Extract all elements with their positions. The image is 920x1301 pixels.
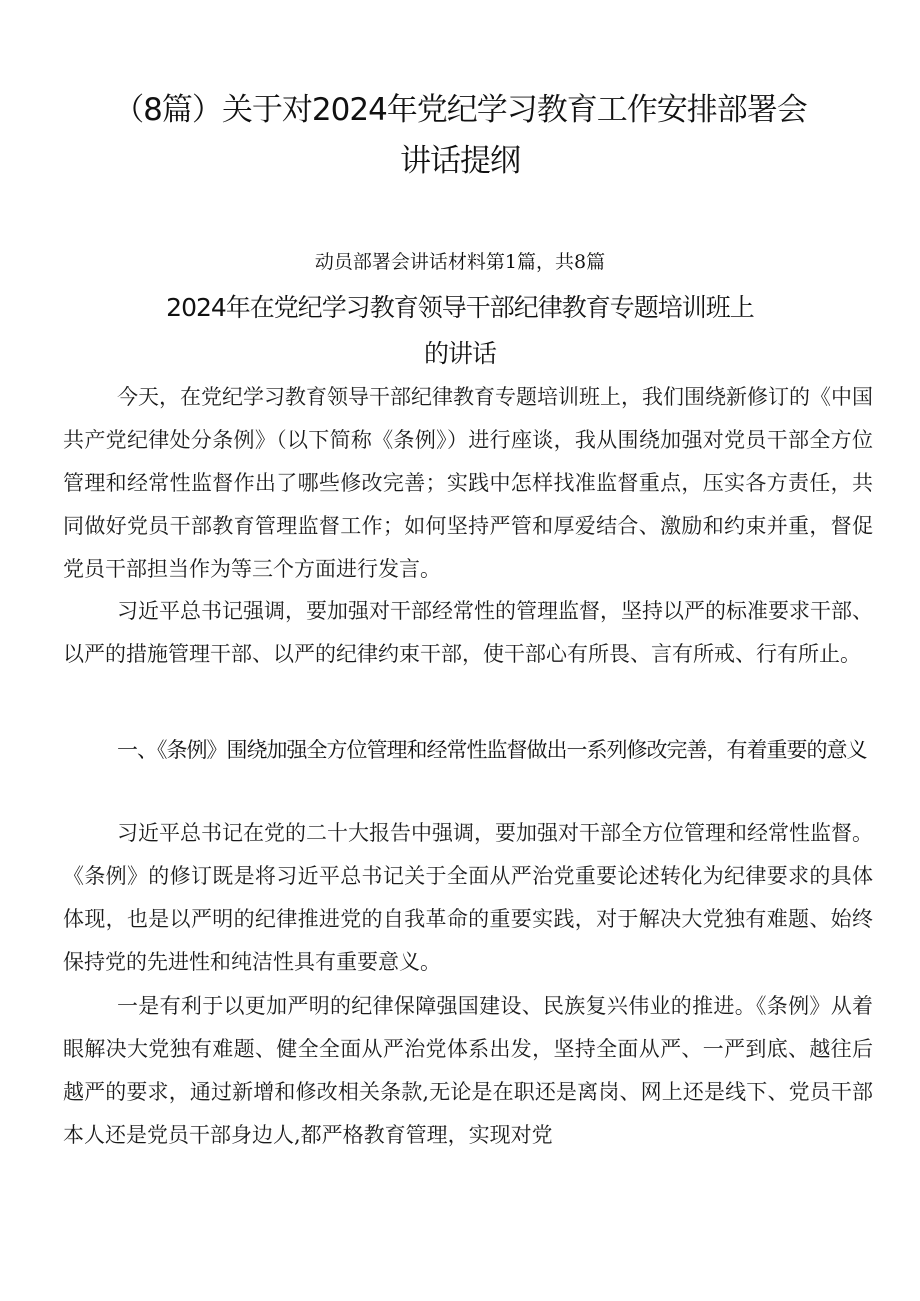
speech-heading-line-2: 的讲话 <box>423 339 496 368</box>
speech-heading-line-1: 2024年在党纪学习教育领导干部纪律教育专题培训班上 <box>166 293 754 322</box>
document-title-line-2: 讲话提纲 <box>400 143 520 179</box>
paragraph-section-1: 习近平总书记在党的二十大报告中强调，要加强对干部全方位管理和经常性监督。《条例》的修订既是将习近平总书记关于全面从严治党重要论述转化为纪律要求的具体体现，也是以严明的纪律推进党的自我革命的重要实践，对于解决大党独有难题、始终保持党的先进性和纯洁性具有重要意义。 <box>63 821 873 974</box>
paragraph-quote: 习近平总书记强调，要加强对干部经常性的管理监督，坚持以严的标准要求干部、以严的措施管理干部、以严的纪律约束干部，使干部心有所畏、言有所戒、行有所止。 <box>63 599 873 666</box>
section-heading-1: 一、《条例》围绕加强全方位管理和经常性监督做出一系列修改完善，有着重要的意义 <box>117 738 867 762</box>
paragraph-intro: 今天，在党纪学习教育领导干部纪律教育专题培训班上，我们围绕新修订的《中国共产党纪律处分条例》（以下简称《条例》）进行座谈，我从围绕加强对党员干部全方位管理和经常性监督作出了哪些修改完善；实践中怎样找准监督重点，压实各方责任，共同做好党员干部教育管理监督工作；如何坚持严管和厚爱结合、激励和约束并重，督促党员干部担当作为等三个方面进行发言。 <box>63 385 873 581</box>
document-subtitle: 动员部署会讲话材料第1篇，共8篇 <box>314 251 606 273</box>
document-title-line-1: （8篇）关于对2024年党纪学习教育工作安排部署会 <box>113 92 807 128</box>
paragraph-point-1: 一是有利于以更加严明的纪律保障强国建设、民族复兴伟业的推进。《条例》从着眼解决大党独有难题、健全全面从严治党体系出发，坚持全面从严、一严到底、越往后越严的要求，通过新增和修改相关条款,无论是在职还是离岗、网上还是线下、党员干部本人还是党员干部身边人,都严格教育管理，实现对党 <box>63 994 873 1147</box>
